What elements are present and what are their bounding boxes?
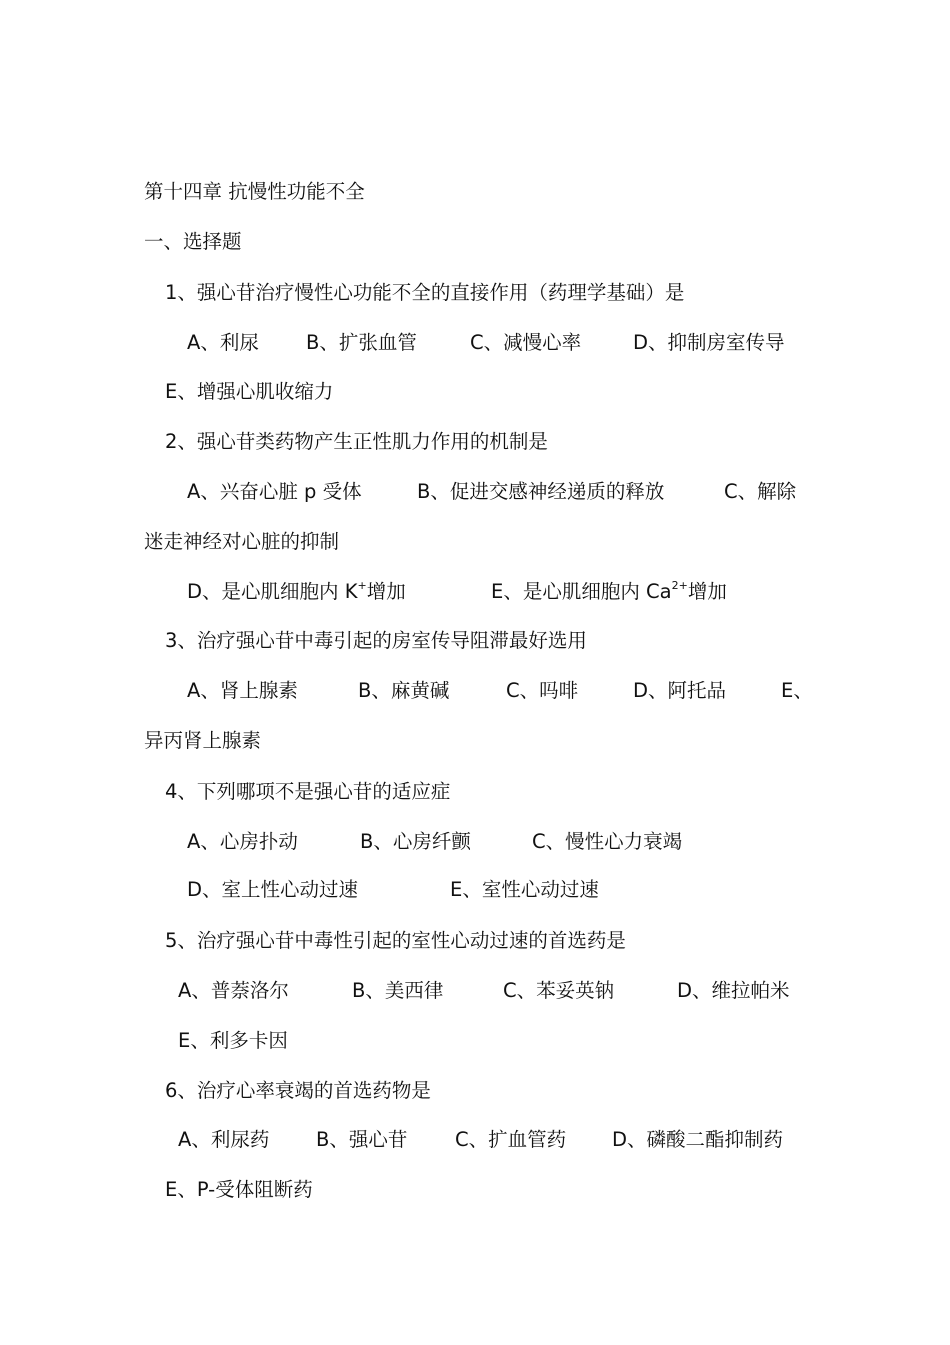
question-2-option-e-suffix: 增加 xyxy=(687,580,727,603)
question-2-option-d xyxy=(187,579,406,605)
question-5-option-a: A、普萘洛尔 xyxy=(178,979,289,1002)
question-5-option-e: E、利多卡因 xyxy=(178,1029,288,1052)
question-6-option-c: C、扩血管药 xyxy=(455,1128,567,1151)
question-4-option-c: C、慢性心力衰竭 xyxy=(532,830,683,853)
question-3-option-a: A、肾上腺素 xyxy=(187,679,298,702)
question-5-option-b: B、美西律 xyxy=(352,979,444,1002)
question-5-option-d: D、维拉帕米 xyxy=(677,979,790,1002)
question-5-stem: 5、治疗强心苷中毒性引起的室性心动过速的首选药是 xyxy=(165,929,626,952)
question-4-option-a: A、心房扑动 xyxy=(187,830,298,853)
question-2-option-d-text: D、是心肌细胞内 K xyxy=(187,580,358,603)
chapter-title: 第十四章 抗慢性功能不全 xyxy=(144,180,365,203)
question-1-option-c: C、减慢心率 xyxy=(470,331,582,354)
question-3-stem: 3、治疗强心苷中毒引起的房室传导阻滞最好选用 xyxy=(165,629,587,652)
question-3-option-b: B、麻黄碱 xyxy=(358,679,450,702)
question-3-option-d: D、阿托品 xyxy=(633,679,727,702)
question-4-option-b: B、心房纤颤 xyxy=(360,830,471,853)
question-2-option-e-text: E、是心肌细胞内 Ca xyxy=(491,580,672,603)
section-title: 一、选择题 xyxy=(144,230,242,253)
question-2-stem: 2、强心苷类药物产生正性肌力作用的机制是 xyxy=(165,430,548,453)
question-2-option-a: A、兴奋心脏 p 受体 xyxy=(187,480,362,503)
question-2-option-e xyxy=(491,579,727,605)
question-4-stem: 4、下列哪项不是强心苷的适应症 xyxy=(165,780,451,803)
question-1-stem: 1、强心苷治疗慢性心功能不全的直接作用（药理学基础）是 xyxy=(165,281,685,304)
question-3-option-e: E、 xyxy=(781,679,813,702)
question-2-option-d-suffix: 增加 xyxy=(366,580,406,603)
question-4-option-d: D、室上性心动过速 xyxy=(187,878,359,901)
question-2-option-c: C、解除 xyxy=(724,480,797,503)
question-6-option-a: A、利尿药 xyxy=(178,1128,270,1151)
question-3-option-e-continued: 异丙肾上腺素 xyxy=(144,729,262,752)
question-6-option-e: E、P-受体阻断药 xyxy=(165,1178,313,1201)
question-2-option-c-continued: 迷走神经对心脏的抑制 xyxy=(144,530,340,553)
question-2-option-b: B、促进交感神经递质的释放 xyxy=(417,480,665,503)
question-4-option-e: E、室性心动过速 xyxy=(450,878,599,901)
question-2-option-d-superscript: + xyxy=(357,579,367,592)
question-3-option-c: C、吗啡 xyxy=(506,679,579,702)
question-1-option-d: D、抑制房室传导 xyxy=(633,331,785,354)
question-6-option-d: D、磷酸二酯抑制药 xyxy=(612,1128,784,1151)
question-6-stem: 6、治疗心率衰竭的首选药物是 xyxy=(165,1079,431,1102)
question-5-option-c: C、苯妥英钠 xyxy=(503,979,615,1002)
question-2-option-e-superscript: 2+ xyxy=(671,579,688,592)
question-1-option-b: B、扩张血管 xyxy=(306,331,417,354)
question-6-option-b: B、强心苷 xyxy=(316,1128,408,1151)
question-1-option-a: A、利尿 xyxy=(187,331,259,354)
question-1-option-e: E、增强心肌收缩力 xyxy=(165,380,334,403)
